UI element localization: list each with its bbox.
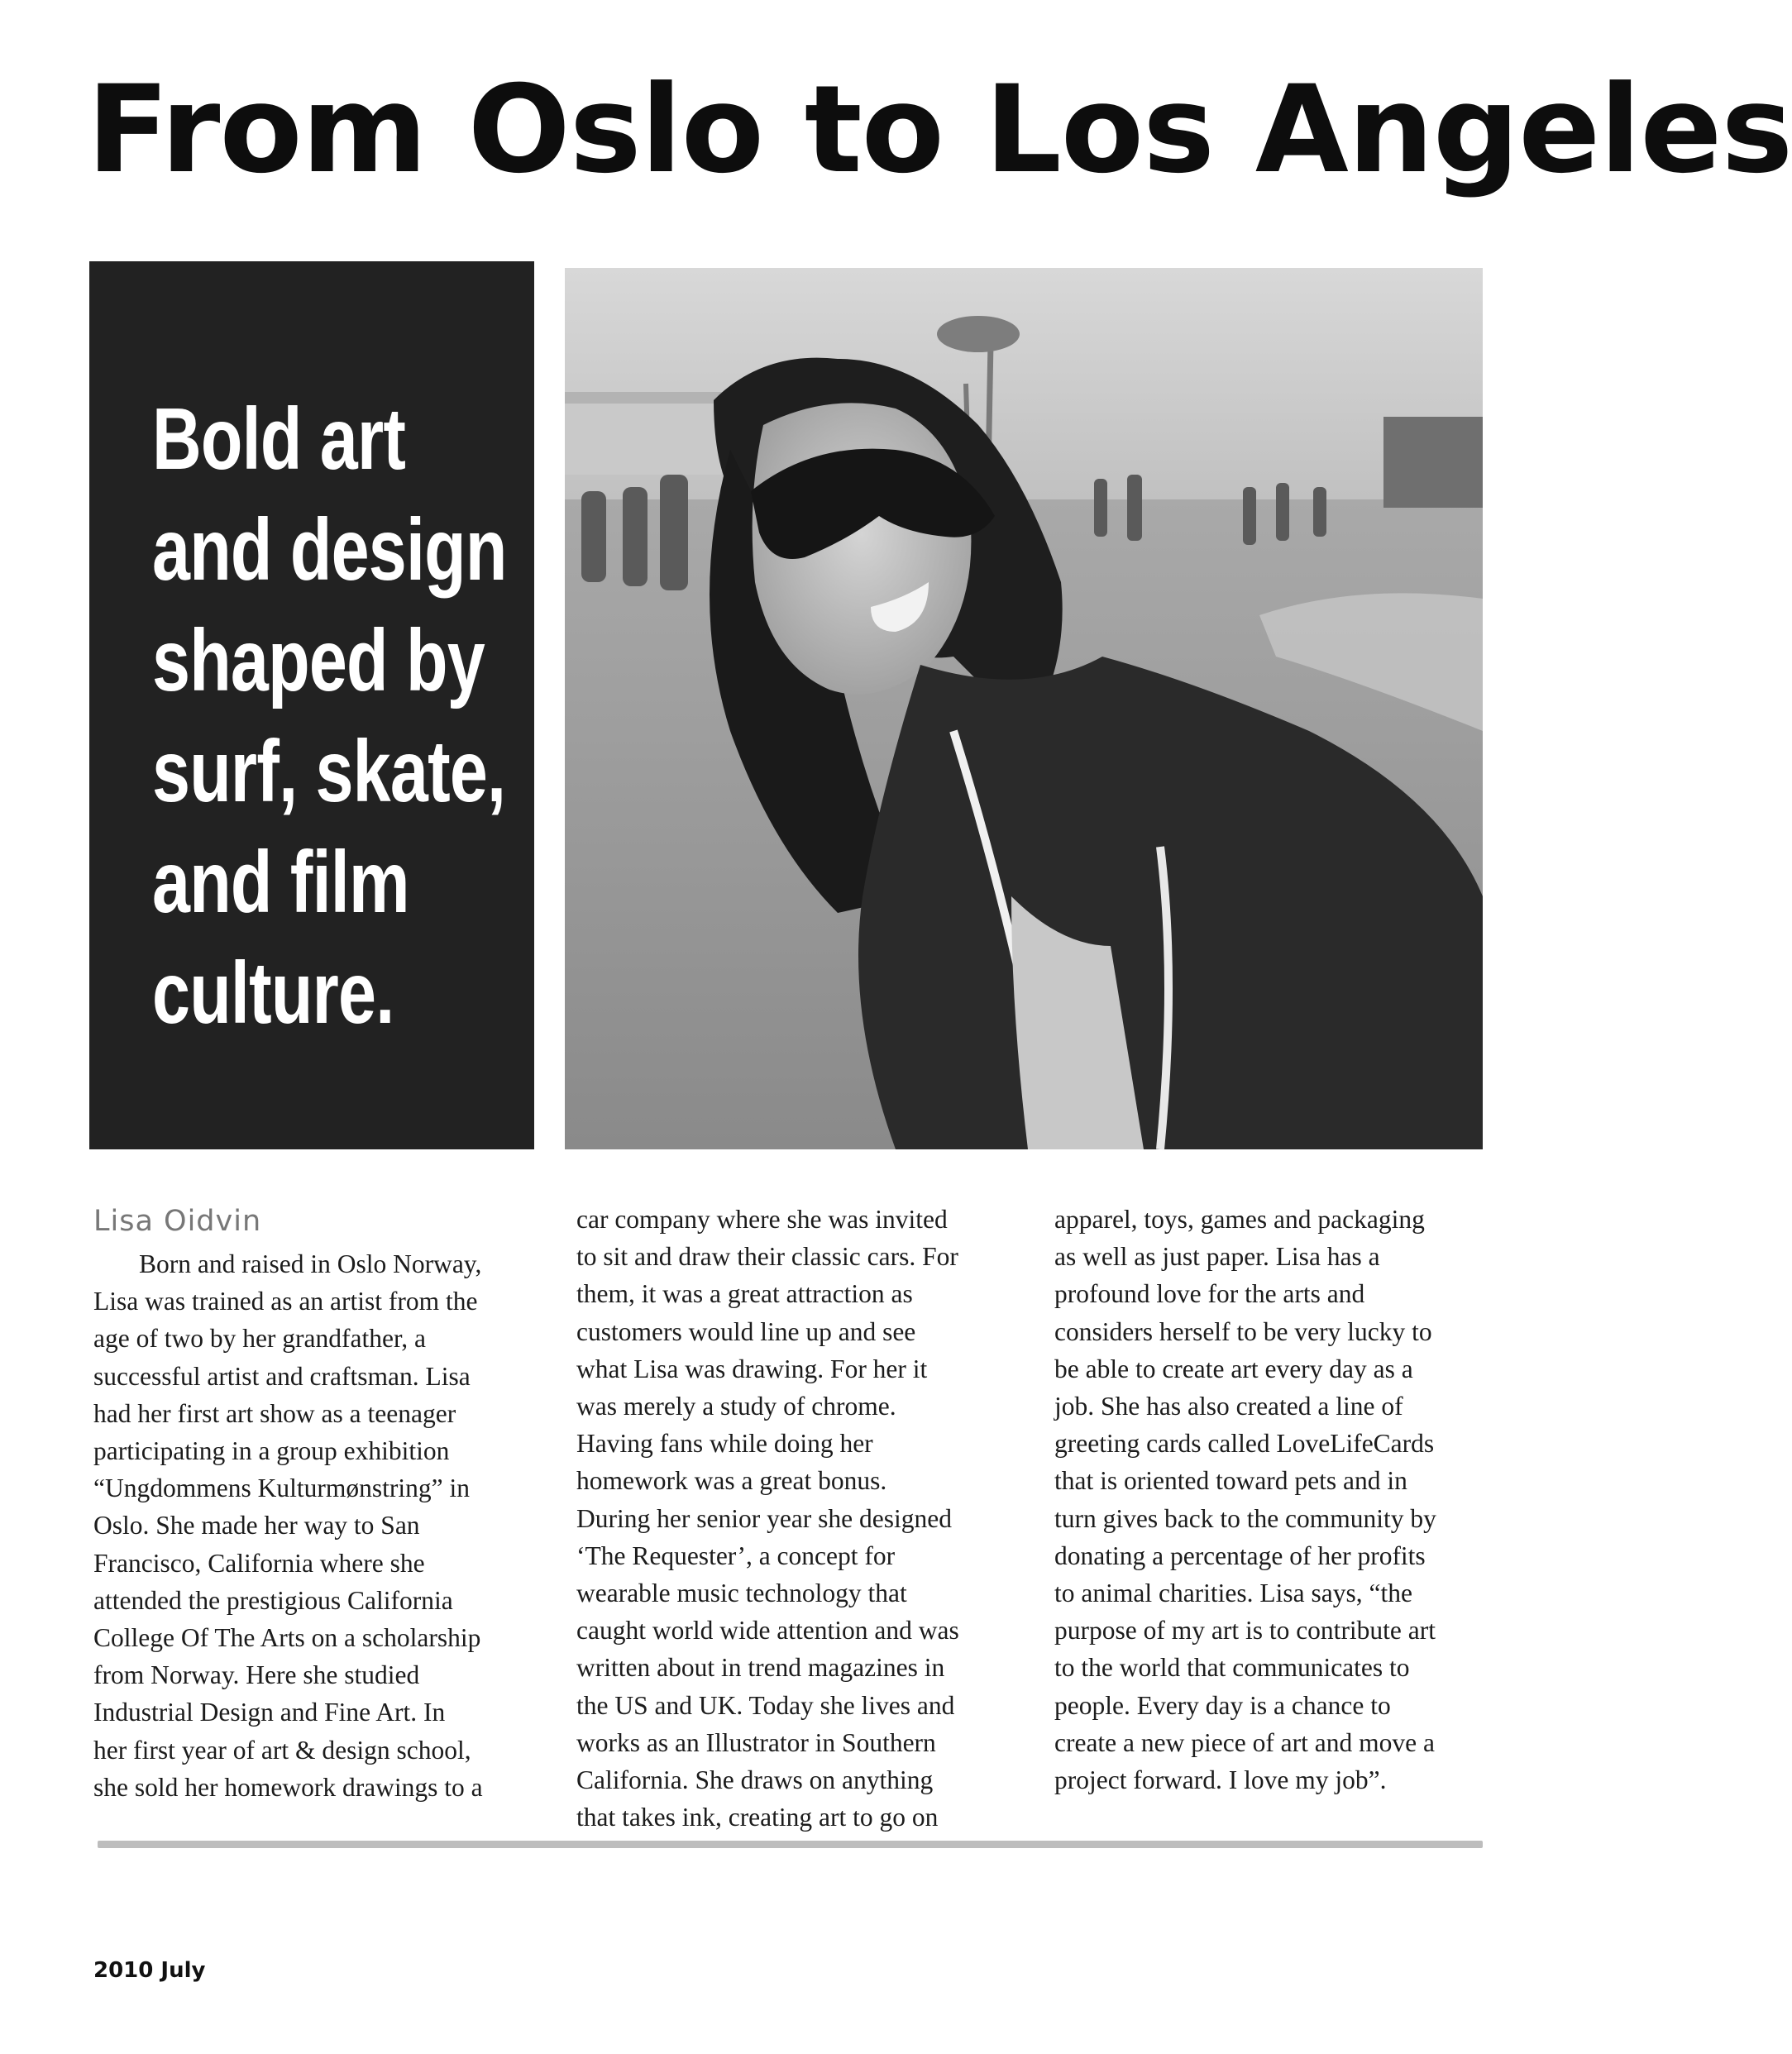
body-text-line: caught world wide attention and was — [576, 1616, 959, 1646]
body-text-line: During her senior year she designed — [576, 1503, 952, 1533]
article-column-1 — [93, 1201, 544, 1806]
body-text-line: attended the prestigious California — [93, 1585, 453, 1615]
body-text-line: written about in trend magazines in — [576, 1653, 945, 1683]
article-column-2 — [576, 1201, 1027, 1836]
portrait-photo — [565, 268, 1483, 1149]
body-text-line: the US and UK. Today she lives and — [576, 1690, 955, 1720]
article-column-3 — [1054, 1201, 1505, 1798]
body-text-line: project forward. I love my job”. — [1054, 1765, 1387, 1795]
section-divider — [98, 1841, 1483, 1848]
body-text-line: homework was a great bonus. — [576, 1466, 887, 1496]
body-text-line: Lisa was trained as an artist from the — [93, 1287, 478, 1316]
body-text-line: customers would line up and see — [576, 1316, 916, 1346]
pullquote-line: culture. — [152, 944, 394, 1042]
body-text-line: Oslo. She made her way to San — [93, 1511, 420, 1540]
body-text-line: be able to create art every day as a — [1054, 1354, 1413, 1383]
pullquote-panel — [89, 261, 534, 1149]
pullquote-line: shaped by — [152, 612, 485, 709]
body-text-line: apparel, toys, games and packaging — [1054, 1205, 1425, 1234]
body-text-line: from Norway. Here she studied — [93, 1660, 420, 1690]
body-text-line: “Ungdommens Kulturmønstring” in — [93, 1474, 470, 1503]
pullquote-text — [152, 384, 507, 1048]
body-text-line: greeting cards called LoveLifeCards — [1054, 1429, 1435, 1459]
issue-date-footer: 2010 July — [93, 1958, 206, 1983]
body-text-line: wearable music technology that — [576, 1579, 907, 1608]
body-text-line: as well as just paper. Lisa has a — [1054, 1242, 1380, 1272]
body-text-line: to the world that communicates to — [1054, 1653, 1410, 1683]
body-text-line: works as an Illustrator in Southern — [576, 1727, 936, 1757]
body-text-line: turn gives back to the community by — [1054, 1503, 1436, 1533]
pullquote-line: and film — [152, 834, 409, 931]
body-text-line: participating in a group exhibition — [93, 1436, 450, 1466]
article-headline: From Oslo to Los Angeles — [87, 60, 1792, 200]
body-text-line: age of two by her grandfather, a — [93, 1324, 426, 1354]
body-text-line: profound love for the arts and — [1054, 1279, 1365, 1309]
body-text-line: successful artist and craftsman. Lisa — [93, 1361, 471, 1391]
body-text-line: what Lisa was drawing. For her it — [576, 1354, 928, 1383]
author-byline: Lisa Oidvin — [93, 1205, 262, 1238]
body-text-line: that takes ink, creating art to go on — [576, 1803, 939, 1832]
body-text-line: people. Every day is a chance to — [1054, 1690, 1391, 1720]
body-text-line: was merely a study of chrome. — [576, 1392, 896, 1421]
body-text-line: donating a percentage of her profits — [1054, 1540, 1426, 1570]
body-text-line: purpose of my art is to contribute art — [1054, 1616, 1436, 1646]
body-text-line: them, it was a great attraction as — [576, 1279, 913, 1309]
body-text-line: Having fans while doing her — [576, 1429, 873, 1459]
body-text-line: to animal charities. Lisa says, “the — [1054, 1579, 1412, 1608]
body-text-line: Born and raised in Oslo Norway, — [139, 1249, 482, 1278]
body-text-line: she sold her homework drawings to a — [93, 1772, 483, 1802]
body-text-line: create a new piece of art and move a — [1054, 1727, 1435, 1757]
body-text-line: her first year of art & design school, — [93, 1735, 471, 1765]
pullquote-line: and design — [152, 501, 507, 599]
pullquote-line: Bold art — [152, 390, 406, 488]
pullquote-line: surf, skate, — [152, 723, 506, 820]
portrait-photo-illustration — [565, 268, 1483, 1149]
body-text-line: ‘The Requester’, a concept for — [576, 1540, 896, 1570]
body-text-line: car company where she was invited — [576, 1205, 948, 1234]
body-text-line: had her first art show as a teenager — [93, 1398, 456, 1428]
body-text-line: College Of The Arts on a scholarship — [93, 1623, 481, 1653]
body-text-line: considers herself to be very lucky to — [1054, 1316, 1432, 1346]
body-text-line: to sit and draw their classic cars. For — [576, 1242, 958, 1272]
body-text-line: job. She has also created a line of — [1054, 1392, 1403, 1421]
body-text-line: California. She draws on anything — [576, 1765, 934, 1795]
body-text-line: Francisco, California where she — [93, 1548, 425, 1578]
body-text-line: that is oriented toward pets and in — [1054, 1466, 1407, 1496]
body-text-line: Industrial Design and Fine Art. In — [93, 1698, 446, 1727]
